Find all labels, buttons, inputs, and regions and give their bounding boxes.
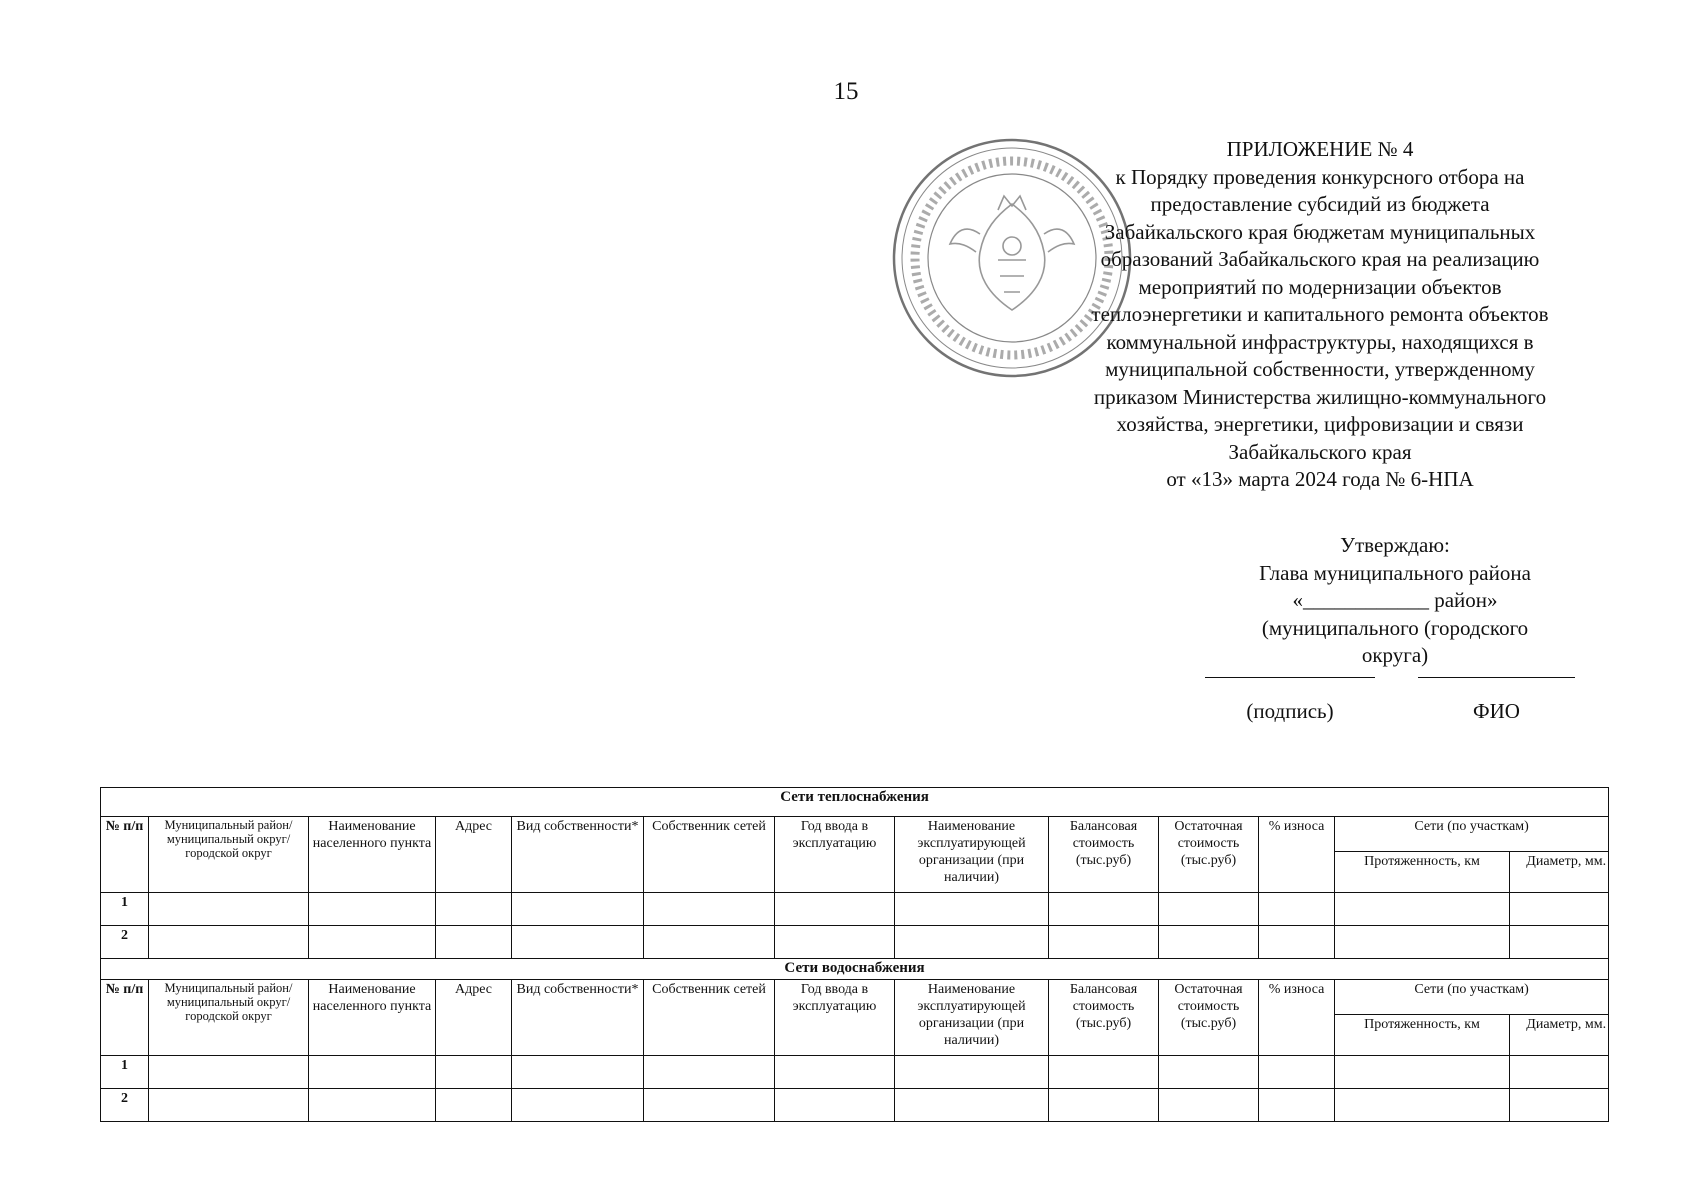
input-cell[interactable]: [895, 926, 1049, 959]
column-header: % износа: [1259, 980, 1335, 1056]
input-cell[interactable]: [309, 893, 436, 926]
input-cell[interactable]: [644, 893, 775, 926]
appendix-line: Забайкальского края бюджетам муниципальных: [1104, 219, 1536, 244]
input-cell[interactable]: [644, 926, 775, 959]
appendix-line: муниципальной собственности, утвержденному: [1105, 357, 1535, 381]
appendix-line: теплоэнергетики и капитального ремонта объектов: [1091, 302, 1549, 326]
column-header: № п/п: [101, 980, 149, 1056]
appendix-line: коммунальной инфраструктуры, находящихся в: [1106, 329, 1534, 354]
input-cell[interactable]: [1049, 1056, 1159, 1089]
input-cell[interactable]: [1259, 893, 1335, 926]
column-header: Балансовая стоимость (тыс.руб): [1049, 817, 1159, 893]
input-cell[interactable]: [1259, 1056, 1335, 1089]
signature-caption: (подпись): [1246, 699, 1334, 723]
column-header: Муниципальный район/муниципальный округ/городской округ: [149, 817, 309, 893]
approval-line: «____________ район»: [1292, 588, 1498, 612]
column-header: Остаточная стоимость (тыс.руб): [1159, 817, 1259, 893]
input-cell[interactable]: [512, 893, 644, 926]
input-cell[interactable]: [644, 1056, 775, 1089]
column-header: Балансовая стоимость (тыс.руб): [1049, 980, 1159, 1056]
column-header: Наименование населенного пункта: [309, 817, 436, 893]
input-cell[interactable]: [1335, 1089, 1510, 1122]
column-header: № п/п: [101, 817, 149, 893]
input-cell[interactable]: [436, 926, 512, 959]
appendix-line: Забайкальского края: [1228, 439, 1412, 464]
input-cell[interactable]: [1049, 926, 1159, 959]
column-header: Остаточная стоимость (тыс.руб): [1159, 980, 1259, 1056]
input-cell[interactable]: [512, 926, 644, 959]
approval-line: Глава муниципального района: [1259, 560, 1531, 585]
column-header: % износа: [1259, 817, 1335, 893]
input-cell[interactable]: [1335, 893, 1510, 926]
column-header-row: [101, 817, 1609, 852]
input-cell[interactable]: [775, 926, 895, 959]
input-cell[interactable]: [149, 1089, 309, 1122]
input-cell[interactable]: [895, 1056, 1049, 1089]
input-cell[interactable]: [1159, 926, 1259, 959]
page-number: 15: [833, 78, 859, 105]
row-number: 1: [101, 893, 149, 926]
column-header: Сети (по участкам): [1335, 817, 1609, 852]
column-header: Сети (по участкам): [1335, 980, 1609, 1015]
column-header: Адрес: [436, 817, 512, 893]
input-cell[interactable]: [895, 893, 1049, 926]
input-cell[interactable]: [512, 1089, 644, 1122]
input-cell[interactable]: [1049, 1089, 1159, 1122]
column-header: Муниципальный район/муниципальный округ/городской округ: [149, 980, 309, 1056]
column-header: Адрес: [436, 980, 512, 1056]
input-cell[interactable]: [149, 926, 309, 959]
row-number: 2: [101, 926, 149, 959]
input-cell[interactable]: [1259, 1089, 1335, 1122]
signature-row: [1205, 677, 1585, 737]
input-cell[interactable]: [309, 1056, 436, 1089]
input-cell[interactable]: [1159, 1056, 1259, 1089]
input-cell[interactable]: [149, 1056, 309, 1089]
name-line: [1418, 677, 1575, 678]
input-cell[interactable]: [1159, 893, 1259, 926]
approval-block: [1195, 532, 1595, 670]
column-header: Год ввода в эксплуатацию: [775, 980, 895, 1056]
input-cell[interactable]: [1259, 926, 1335, 959]
column-header: Диаметр, мм.: [1510, 1015, 1609, 1056]
column-header-row: [101, 980, 1609, 1015]
appendix-line: мероприятий по модернизации объектов: [1138, 274, 1502, 299]
name-caption: ФИО: [1473, 699, 1520, 723]
section-header: [101, 959, 1609, 980]
column-header: Протяженность, км: [1335, 1015, 1510, 1056]
column-header: Наименование эксплуатирующей организации (при наличии): [895, 817, 1049, 893]
input-cell[interactable]: [1510, 926, 1609, 959]
appendix-line: образований Забайкальского края на реализацию: [1100, 247, 1540, 271]
appendix-line: от «13» марта 2024 года № 6-НПА: [1166, 467, 1474, 491]
table-row: [101, 893, 1609, 926]
input-cell[interactable]: [1049, 893, 1159, 926]
row-number: 1: [101, 1056, 149, 1089]
appendix-line: ПРИЛОЖЕНИЕ № 4: [1226, 137, 1414, 161]
row-number: 2: [101, 1089, 149, 1122]
appendix-heading: [1030, 136, 1610, 494]
column-header: Собственник сетей: [644, 980, 775, 1056]
table-row: [101, 926, 1609, 959]
appendix-line: к Порядку проведения конкурсного отбора на: [1115, 164, 1525, 189]
input-cell[interactable]: [309, 926, 436, 959]
input-cell[interactable]: [149, 893, 309, 926]
column-header: Наименование населенного пункта: [309, 980, 436, 1056]
input-cell[interactable]: [1335, 1056, 1510, 1089]
input-cell[interactable]: [1510, 893, 1609, 926]
approval-line: округа): [1361, 643, 1429, 667]
section-title: Сети водоснабжения: [101, 959, 1609, 980]
column-header: Год ввода в эксплуатацию: [775, 817, 895, 893]
input-cell[interactable]: [775, 1056, 895, 1089]
column-header: Вид собственности*: [512, 980, 644, 1056]
input-cell[interactable]: [1159, 1089, 1259, 1122]
column-header: Вид собственности*: [512, 817, 644, 893]
appendix-line: приказом Министерства жилищно-коммунального: [1093, 384, 1547, 409]
input-cell[interactable]: [1510, 1056, 1609, 1089]
input-cell[interactable]: [1510, 1089, 1609, 1122]
input-cell[interactable]: [436, 1056, 512, 1089]
input-cell[interactable]: [309, 1089, 436, 1122]
appendix-line: предоставление субсидий из бюджета: [1150, 192, 1490, 216]
section-title: Сети теплоснабжения: [101, 788, 1609, 817]
section-header: [101, 788, 1609, 817]
input-cell[interactable]: [895, 1089, 1049, 1122]
column-header: Протяженность, км: [1335, 852, 1510, 893]
input-cell[interactable]: [775, 893, 895, 926]
signature-line: [1205, 677, 1375, 678]
column-header: Наименование эксплуатирующей организации (при наличии): [895, 980, 1049, 1056]
input-cell[interactable]: [1335, 926, 1510, 959]
input-cell[interactable]: [775, 1089, 895, 1122]
networks-table: [100, 787, 1609, 1122]
column-header: Собственник сетей: [644, 817, 775, 893]
input-cell[interactable]: [436, 1089, 512, 1122]
appendix-line: хозяйства, энергетики, цифровизации и связи: [1116, 412, 1524, 436]
input-cell[interactable]: [436, 893, 512, 926]
networks-form: [100, 787, 1608, 1122]
input-cell[interactable]: [644, 1089, 775, 1122]
approval-line: (муниципального (городского: [1261, 615, 1529, 640]
input-cell[interactable]: [512, 1056, 644, 1089]
approval-line: Утверждаю:: [1340, 533, 1450, 557]
column-header: Диаметр, мм.: [1510, 852, 1609, 893]
table-row: [101, 1056, 1609, 1089]
table-row: [101, 1089, 1609, 1122]
